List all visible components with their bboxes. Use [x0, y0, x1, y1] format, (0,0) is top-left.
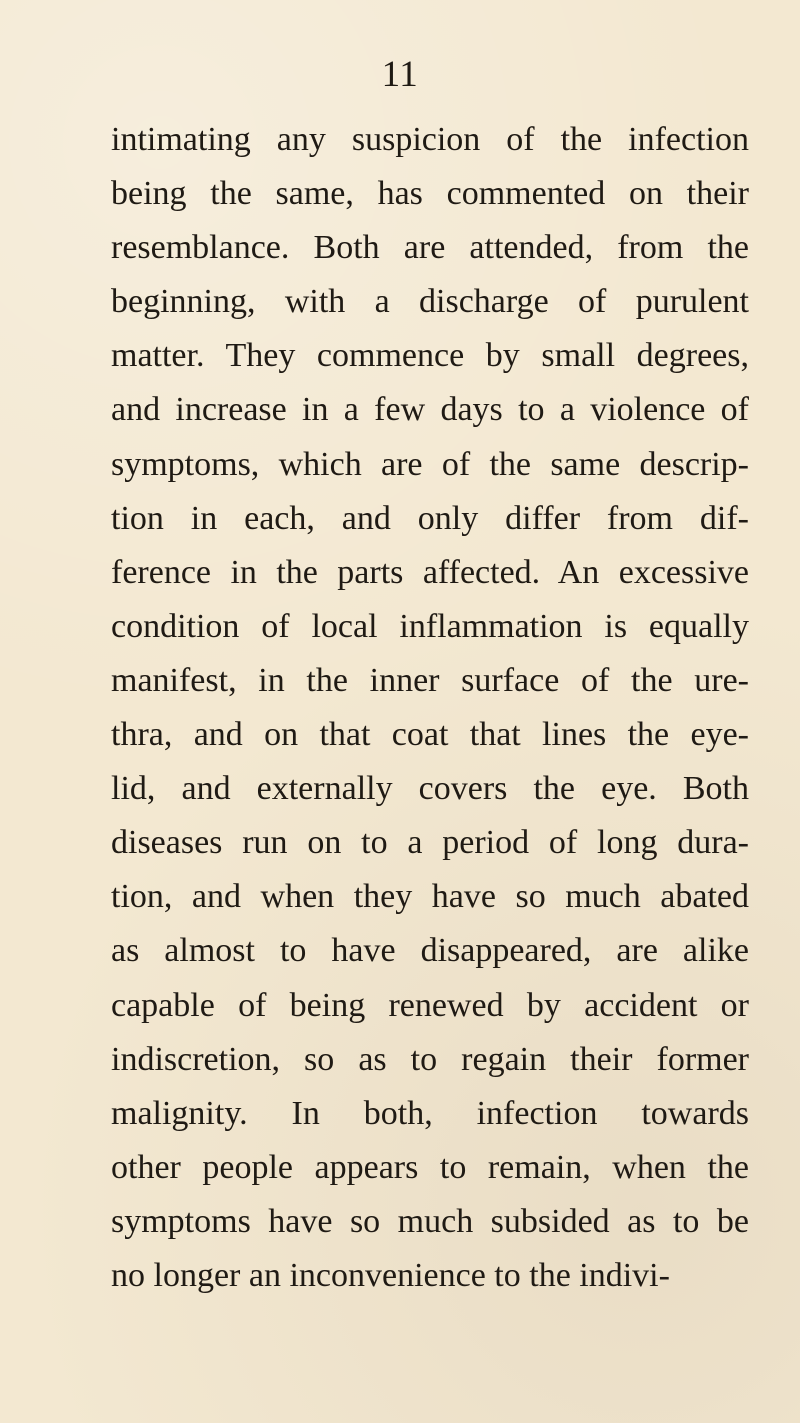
- text-line: lid, and externally covers the eye. Both: [111, 770, 749, 808]
- text-line: malignity. In both, infection towards: [111, 1094, 749, 1132]
- body-text: [111, 113, 749, 1303]
- text-line: capable of being renewed by accident or: [111, 986, 749, 1024]
- text-line: indiscretion, so as to regain their former: [111, 1040, 749, 1078]
- text-line: ference in the parts affected. An excessive: [111, 553, 749, 591]
- text-line: symptoms, which are of the same descrip-: [111, 445, 749, 483]
- text-line: other people appears to remain, when the: [111, 1148, 749, 1186]
- text-line: as almost to have disappeared, are alike: [111, 932, 749, 970]
- text-line: tion in each, and only differ from dif-: [111, 499, 749, 537]
- text-line: matter. They commence by small degrees,: [111, 337, 749, 375]
- text-line: diseases run on to a period of long dura-: [111, 824, 749, 862]
- text-line: and increase in a few days to a violence of: [111, 391, 749, 429]
- text-line: manifest, in the inner surface of the ure-: [111, 661, 749, 699]
- text-line: being the same, has commented on their: [111, 175, 749, 213]
- text-line: condition of local inflammation is equally: [111, 607, 749, 645]
- text-line: beginning, with a discharge of purulent: [111, 283, 749, 321]
- page-number: 11: [381, 54, 419, 95]
- text-line: symptoms have so much subsided as to be: [111, 1202, 749, 1240]
- text-line: tion, and when they have so much abated: [111, 878, 749, 916]
- text-line: thra, and on that coat that lines the eye-: [111, 716, 749, 754]
- text-line: intimating any suspicion of the infection: [111, 121, 749, 158]
- text-line: no longer an inconvenience to the indivi-: [111, 1256, 670, 1294]
- text-line: resemblance. Both are attended, from the: [111, 229, 749, 267]
